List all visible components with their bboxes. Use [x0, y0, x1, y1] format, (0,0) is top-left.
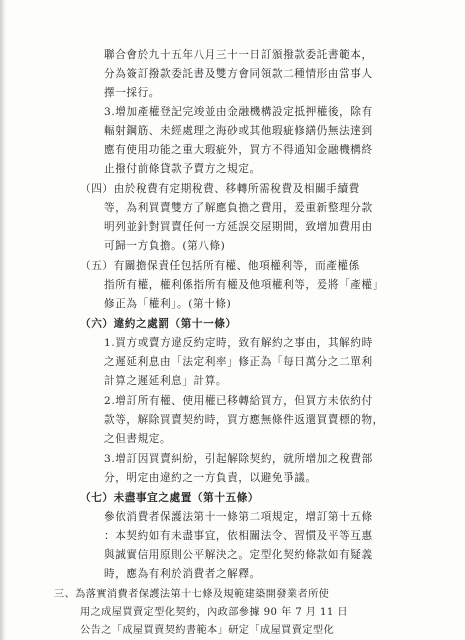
- section-5-line-2: 指所有權，權利係指所有權及他項權利等，爰將「產權」: [104, 279, 384, 291]
- item-3-line-2: 輻射鋼筋、未經處理之海砂或其他瑕疵修繕仍無法達到: [104, 125, 373, 137]
- item-3-line-4: 止撥付前條貸款予賣方之規定。: [104, 163, 261, 175]
- section-3-main-line-2: 用之成屋買賣定型化契約，內政部參據 90 年 7 月 11 日: [80, 607, 348, 618]
- paragraph-1-line-1: 聯合會於九十五年八月三十一日訂頒撥款委託書範本，: [104, 49, 373, 61]
- section-3-main-line-3: 公告之「成屋買賣契約書範本」研定「成屋買賣定型化: [80, 625, 335, 636]
- section-6-item-1-line-1: 1.買方或賣方違反約定時，致有解約之事由，其解約時: [104, 337, 373, 349]
- section-3-main-line-1: 三、為落實消費者保護法第十七條及規範建築開發業者所使: [54, 589, 330, 600]
- section-5-line-3: 修正為「權利」。(第十條): [104, 298, 232, 310]
- section-4-line-1: （四）由於稅費有定期稅費、移轉所需稅費及相關手續費: [80, 183, 360, 195]
- section-6-item-1-line-3: 計算之遲延利息」計算。: [104, 375, 228, 387]
- section-6-item-2-line-2: 款等，解除買賣契約時，買方應無條件返還買賣標的物，: [104, 414, 384, 426]
- section-6-item-3-line-2: 分，明定由違約之一方負責，以避免爭議。: [104, 472, 317, 484]
- section-4-line-3: 明列並針對買賣任何一方延誤交屋期間，致增加費用由: [104, 221, 373, 233]
- section-7-line-2: ：本契約如有未盡事宜，依相關法令、習慣及平等互惠: [104, 530, 373, 542]
- section-6-item-3-line-1: 3.增訂因買賣糾紛，引起解除契約，就所增加之稅費部: [104, 453, 373, 465]
- section-6-item-1-line-2: 之遲延利息由「法定利率」修正為「每日萬分之二單利: [104, 356, 373, 368]
- section-6-item-2-line-3: 之但書規定。: [104, 433, 172, 445]
- section-6-item-2-line-1: 2.增訂所有權、使用權已移轉給買方，但買方未依約付: [104, 395, 373, 407]
- item-3-line-1: 3.增加產權登記完竣並由金融機構設定抵押權後，除有: [104, 106, 373, 118]
- section-7-line-3: 與誠實信用原則公平解決之。定型化契約條款如有疑義: [104, 549, 373, 561]
- item-3-line-3: 應有使用功能之重大瑕疵外，買方不得通知金融機構終: [104, 144, 373, 156]
- section-7-heading: （七）未盡事宜之處置（第十五條）: [80, 492, 260, 504]
- section-4-line-4: 可歸一方負擔。(第八條): [104, 240, 226, 252]
- section-4-line-2: 等，為利買賣雙方了解應負擔之費用，爰重新整理分款: [104, 202, 373, 214]
- section-5-line-1: （五）有關擔保責任包括所有權、他項權利等，而產權係: [80, 260, 360, 272]
- paragraph-1-line-2: 分為簽訂撥款委託書及雙方會同領款二種情形由當事人: [104, 68, 373, 80]
- section-7-line-4: 時，應為有利於消費者之解釋。: [104, 568, 261, 580]
- section-7-line-1: 參依消費者保護法第十一條第二項規定，增訂第十五條: [104, 511, 373, 523]
- section-6-heading: （六）違約之處罰（第十一條）: [80, 318, 237, 330]
- paragraph-1-line-3: 擇一採行。: [104, 87, 160, 99]
